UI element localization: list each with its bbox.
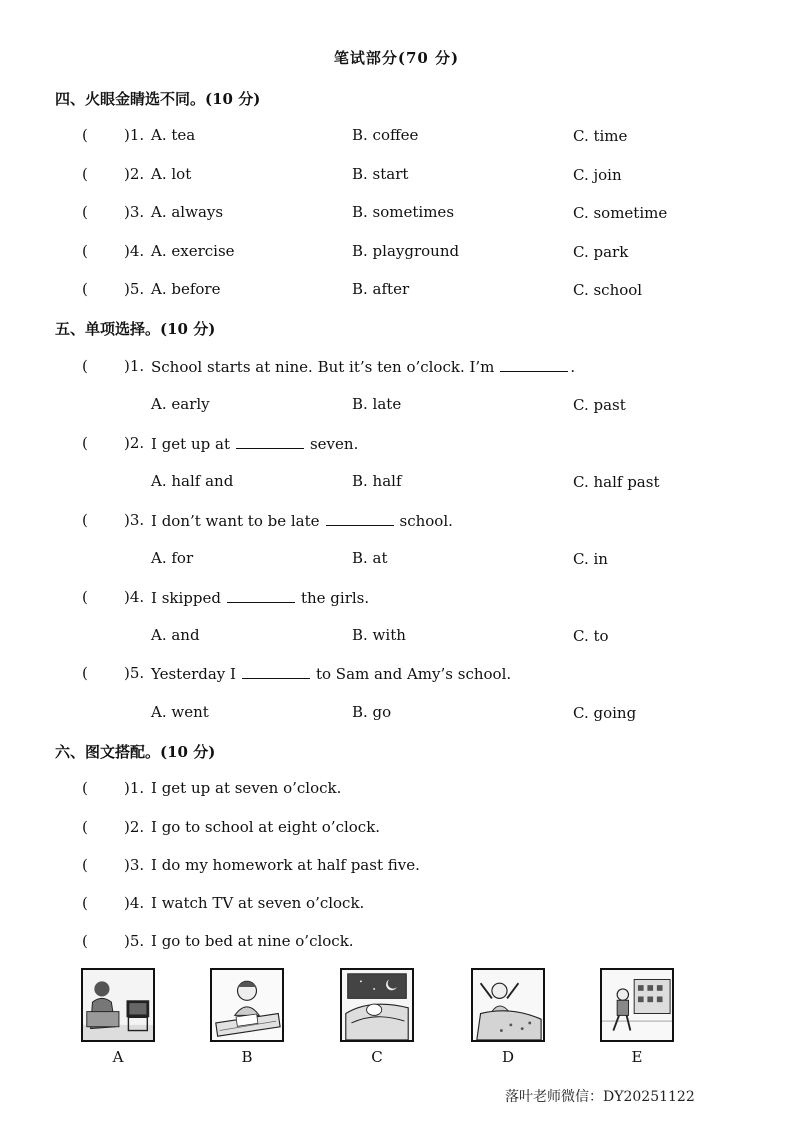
option-a: A. early	[151, 395, 210, 413]
picture-label: B	[241, 1048, 253, 1066]
option-b: B. sometimes	[352, 203, 455, 221]
question-number: )2.	[124, 165, 145, 183]
question-number: )1.	[124, 357, 145, 375]
page-title: 笔试部分(70 分)	[333, 49, 460, 67]
option-c: C. sometime	[573, 204, 668, 222]
question-number: )2.	[124, 434, 145, 452]
answer-paren[interactable]: (	[82, 511, 88, 529]
question-text: I do my homework at half past five.	[151, 856, 420, 874]
answer-paren[interactable]: (	[82, 894, 88, 912]
section-4-heading: 四、火眼金睛选不同。(10 分)	[55, 90, 261, 108]
option-b: B. late	[352, 395, 402, 413]
option-c: C. to	[573, 627, 609, 645]
doing-homework-icon	[212, 970, 282, 1040]
question-text	[151, 664, 511, 683]
question-number: )3.	[124, 856, 145, 874]
question-number: )1.	[124, 126, 145, 144]
answer-paren[interactable]: (	[82, 818, 88, 836]
option-c: C. school	[573, 281, 643, 299]
question-number: )4.	[124, 242, 145, 260]
option-c: C. join	[573, 166, 622, 184]
answer-paren[interactable]: (	[82, 664, 88, 682]
option-c: C. past	[573, 396, 626, 414]
question-tail: .	[570, 358, 576, 376]
answer-paren[interactable]: (	[82, 856, 88, 874]
question-tail: to Sam and Amy’s school.	[315, 665, 512, 683]
answer-blank[interactable]	[227, 588, 295, 603]
question-number: )3.	[124, 203, 145, 221]
question-number: )3.	[124, 511, 145, 529]
question-number: )5.	[124, 932, 145, 950]
answer-paren[interactable]: (	[82, 165, 88, 183]
question-number: )4.	[124, 894, 145, 912]
sleeping-icon	[342, 970, 412, 1040]
answer-paren[interactable]: (	[82, 434, 88, 452]
answer-blank[interactable]	[326, 511, 394, 526]
answer-blank[interactable]	[236, 434, 304, 449]
answer-blank[interactable]	[500, 357, 568, 372]
answer-paren[interactable]: (	[82, 203, 88, 221]
question-number: )5.	[124, 280, 145, 298]
question-number: )4.	[124, 588, 145, 606]
question-tail: seven.	[309, 435, 359, 453]
section-5-heading: 五、单项选择。(10 分)	[55, 320, 216, 338]
watching-tv-icon	[83, 970, 153, 1040]
option-a: A. and	[151, 626, 200, 644]
question-text	[151, 434, 358, 453]
question-text: I get up at seven o’clock.	[151, 779, 342, 797]
option-a: A. tea	[151, 126, 196, 144]
option-c: C. time	[573, 127, 628, 145]
question-tail: the girls.	[300, 589, 370, 607]
option-a: A. before	[151, 280, 221, 298]
answer-paren[interactable]: (	[82, 588, 88, 606]
section-6-heading: 六、图文搭配。(10 分)	[55, 743, 216, 761]
question-number: )5.	[124, 664, 145, 682]
picture-b	[210, 968, 284, 1042]
question-number: )1.	[124, 779, 145, 797]
picture-label: C	[371, 1048, 383, 1066]
answer-paren[interactable]: (	[82, 280, 88, 298]
picture-label: E	[631, 1048, 643, 1066]
option-c: C. going	[573, 704, 637, 722]
option-b: B. half	[352, 472, 402, 490]
option-a: A. for	[151, 549, 194, 567]
question-stem: I get up at	[151, 435, 230, 453]
question-tail: school.	[399, 512, 453, 530]
question-text: I go to school at eight o’clock.	[151, 818, 381, 836]
option-b: B. coffee	[352, 126, 419, 144]
question-stem: Yesterday I	[151, 665, 236, 683]
question-text	[151, 588, 369, 607]
option-b: B. at	[352, 549, 388, 567]
question-number: )2.	[124, 818, 145, 836]
question-text: I watch TV at seven o’clock.	[151, 894, 365, 912]
answer-paren[interactable]: (	[82, 779, 88, 797]
option-c: C. park	[573, 243, 629, 261]
answer-paren[interactable]: (	[82, 357, 88, 375]
option-a: A. always	[151, 203, 224, 221]
question-stem: I skipped	[151, 589, 221, 607]
picture-d	[471, 968, 545, 1042]
option-b: B. with	[352, 626, 406, 644]
option-c: C. in	[573, 550, 608, 568]
getting-up-icon	[473, 970, 543, 1040]
question-text	[151, 357, 575, 376]
footer-contact: 落叶老师微信：DY20251122	[505, 1089, 695, 1105]
option-a: A. half and	[151, 472, 234, 490]
answer-paren[interactable]: (	[82, 126, 88, 144]
option-a: A. exercise	[151, 242, 235, 260]
answer-paren[interactable]: (	[82, 932, 88, 950]
picture-c	[340, 968, 414, 1042]
picture-a	[81, 968, 155, 1042]
question-text: I go to bed at nine o’clock.	[151, 932, 354, 950]
option-b: B. go	[352, 703, 392, 721]
option-b: B. after	[352, 280, 410, 298]
option-b: B. start	[352, 165, 409, 183]
answer-paren[interactable]: (	[82, 242, 88, 260]
picture-label: A	[112, 1048, 124, 1066]
answer-blank[interactable]	[242, 664, 310, 679]
question-stem: School starts at nine. But it’s ten o’clock. I’m	[151, 358, 495, 376]
option-c: C. half past	[573, 473, 660, 491]
picture-label: D	[501, 1048, 515, 1066]
option-b: B. playground	[352, 242, 460, 260]
question-text	[151, 511, 453, 530]
question-stem: I don’t want to be late	[151, 512, 320, 530]
picture-e	[600, 968, 674, 1042]
option-a: A. went	[151, 703, 209, 721]
going-to-school-icon	[602, 970, 672, 1040]
option-a: A. lot	[151, 165, 192, 183]
